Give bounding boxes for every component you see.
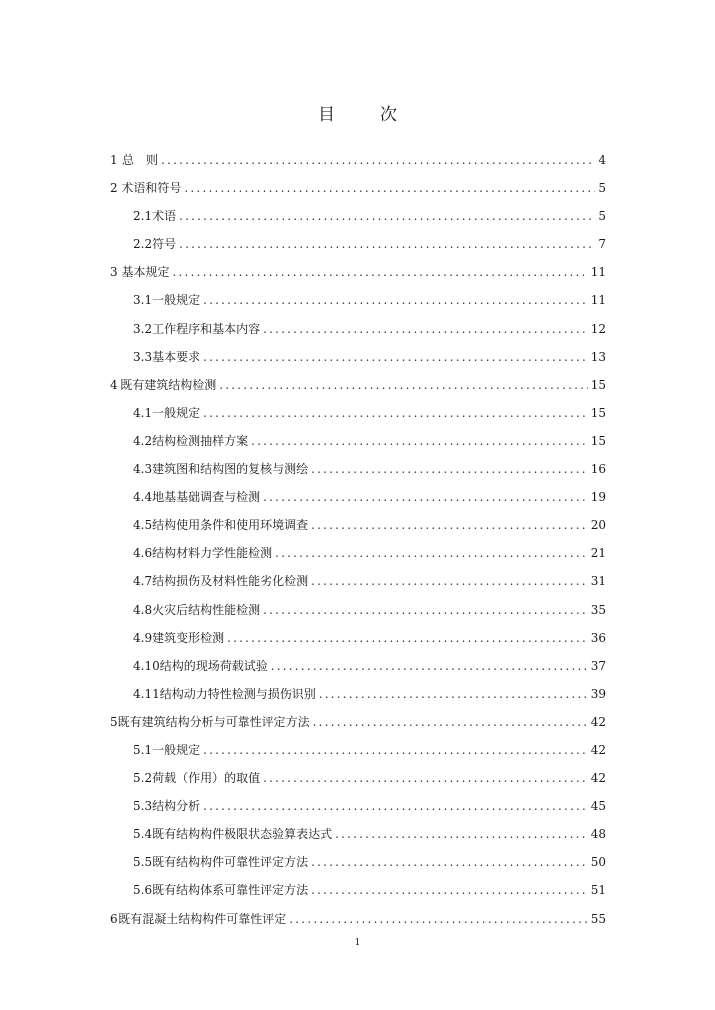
toc-entry[interactable] (110, 258, 606, 286)
toc-entry[interactable] (110, 848, 606, 876)
toc-entry[interactable] (110, 539, 606, 567)
toc-entry-page: 15 (590, 433, 606, 448)
dot-leader (203, 286, 588, 314)
toc-entry-number: 4.10 (133, 658, 160, 673)
toc-entry-page: 16 (590, 462, 606, 477)
toc-entry-title: 结构的现场荷载试验 (159, 658, 268, 673)
toc-entry-page: 7 (598, 237, 606, 252)
dot-leader (311, 567, 588, 595)
toc-entry[interactable] (110, 427, 606, 455)
toc-entry-title: 荷载（作用）的取值 (152, 771, 261, 786)
dot-leader (173, 258, 588, 286)
toc-entry-number: 4.4 (133, 490, 153, 505)
toc-entry-page: 19 (590, 490, 606, 505)
toc-entry-page: 21 (590, 546, 606, 561)
dot-leader (251, 427, 588, 455)
toc-entry-page: 13 (590, 349, 606, 364)
toc-entry-page: 35 (590, 602, 606, 617)
toc-entry-number: 4.6 (133, 546, 153, 561)
toc-entry-number: 2.2 (133, 237, 153, 252)
dot-leader (311, 848, 588, 876)
toc-entry-title: 火灾后结构性能检测 (152, 602, 261, 617)
toc-entry[interactable] (110, 315, 606, 343)
toc-entry-number: 2.1 (133, 209, 153, 224)
toc-entry-number: 4.2 (133, 433, 153, 448)
toc-entry-title: 结构分析 (152, 799, 201, 814)
toc-entry-title: 一般规定 (152, 742, 201, 757)
toc-entry[interactable] (110, 202, 606, 230)
toc-entry-page: 5 (598, 209, 606, 224)
toc-entry-page: 50 (590, 855, 606, 870)
toc-entry-page: 5 (598, 181, 606, 196)
toc-entry-title: 一般规定 (152, 405, 201, 420)
toc-entry[interactable] (110, 652, 606, 680)
toc-entry-number: 3.2 (133, 321, 153, 336)
toc-entry-number: 3 (110, 265, 118, 280)
dot-leader (203, 736, 588, 764)
toc-entry-page: 42 (590, 771, 606, 786)
toc-entry-page: 31 (590, 574, 606, 589)
toc-entry-number: 4.11 (133, 686, 160, 701)
toc-entry-number: 4.5 (133, 518, 153, 533)
toc-entry-number: 5.3 (133, 799, 153, 814)
toc-entry-title: 一般规定 (152, 293, 201, 308)
toc-entry-page: 15 (590, 405, 606, 420)
toc-entry-title: 建筑图和结构图的复核与测绘 (152, 462, 309, 477)
toc-entry-title: 结构材料力学性能检测 (152, 546, 273, 561)
toc-entry-page: 12 (590, 321, 606, 336)
toc-entry-title: 既有结构构件极限状态验算表达式 (152, 827, 333, 842)
toc-entry[interactable] (110, 567, 606, 595)
toc-entry-page: 42 (590, 714, 606, 729)
toc-entry-title: 符号 (152, 237, 177, 252)
dot-leader (161, 146, 595, 174)
toc-entry-number: 5.1 (133, 742, 153, 757)
toc-entry-title: 术语和符号 (121, 181, 182, 196)
dot-leader (335, 820, 588, 848)
toc-entry-page: 11 (590, 265, 606, 280)
dot-leader (219, 371, 587, 399)
toc-entry-page: 48 (590, 827, 606, 842)
dot-leader (271, 652, 588, 680)
toc-entry-number: 5.4 (133, 827, 153, 842)
toc-entry[interactable] (110, 736, 606, 764)
toc-entry[interactable] (110, 680, 606, 708)
toc-entry-number: 5.2 (133, 771, 153, 786)
toc-entry-page: 42 (590, 742, 606, 757)
toc-entry-number: 5 (110, 714, 118, 729)
toc-entry-page: 4 (598, 153, 606, 167)
dot-leader (203, 343, 588, 371)
toc-entry-title: 结构损伤及材料性能劣化检测 (152, 574, 309, 589)
dot-leader (263, 315, 588, 343)
dot-leader (275, 539, 588, 567)
toc-entry-title: 既有建筑结构检测 (120, 377, 217, 392)
dot-leader (227, 624, 588, 652)
dot-leader (263, 764, 588, 792)
toc-entry-number: 6 (110, 911, 118, 926)
toc-entry[interactable] (110, 820, 606, 848)
dot-leader (203, 792, 588, 820)
toc-entry-title: 既有结构体系可靠性评定方法 (152, 883, 309, 898)
toc-entry-title: 术语 (152, 209, 177, 224)
page-number: 1 (354, 938, 361, 948)
dot-leader (179, 202, 595, 230)
toc-entry-page: 20 (590, 518, 606, 533)
toc-entry[interactable] (110, 399, 606, 427)
toc-entry-page: 39 (590, 686, 606, 701)
toc-entry[interactable] (110, 792, 606, 820)
toc-entry-page: 37 (590, 658, 606, 673)
dot-leader (311, 511, 588, 539)
toc-entry[interactable] (110, 343, 606, 371)
toc-entry[interactable] (110, 455, 606, 483)
toc-entry-page: 55 (590, 911, 606, 926)
toc-entry-page: 11 (590, 293, 606, 308)
dot-leader (263, 483, 588, 511)
dot-leader (179, 230, 595, 258)
toc-entry-number: 4.8 (133, 602, 153, 617)
toc-entry-number: 2 (110, 181, 118, 196)
toc-entry[interactable] (110, 286, 606, 314)
toc-entry[interactable] (110, 230, 606, 258)
toc-entry-number: 1 (110, 153, 118, 167)
toc-entry-page: 15 (590, 377, 606, 392)
toc-entry-title: 既有结构构件可靠性评定方法 (152, 855, 309, 870)
toc-entry-title: 建筑变形检测 (152, 630, 225, 645)
toc-entry-title: 结构使用条件和使用环境调查 (152, 518, 309, 533)
dot-leader (203, 399, 588, 427)
toc-entry[interactable] (110, 371, 606, 399)
toc-entry[interactable] (110, 708, 606, 736)
toc-entry[interactable] (110, 174, 606, 202)
toc-entry-title: 既有混凝土结构构件可靠性评定 (118, 911, 287, 926)
toc-entry-number: 4.1 (133, 405, 153, 420)
toc-entry-number: 4.3 (133, 462, 153, 477)
toc-entry-title: 结构检测抽样方案 (152, 433, 249, 448)
toc-entry-title: 地基基础调查与检测 (152, 490, 261, 505)
toc-entry[interactable] (110, 596, 606, 624)
toc-entry-number: 3.1 (133, 293, 153, 308)
toc-entry[interactable] (110, 764, 606, 792)
dot-leader (311, 455, 588, 483)
toc-entry-page: 36 (590, 630, 606, 645)
toc-entry-title: 基本规定 (121, 265, 170, 280)
toc-entry-number: 4.9 (133, 630, 153, 645)
toc-entry-title: 基本要求 (152, 349, 201, 364)
dot-leader (263, 596, 588, 624)
dot-leader (289, 905, 587, 933)
toc-entry[interactable] (110, 483, 606, 511)
toc-entry-title: 结构动力特性检测与损伤识别 (159, 686, 316, 701)
toc-entry-number: 3.3 (133, 349, 153, 364)
toc-entry[interactable] (110, 876, 606, 904)
dot-leader (311, 876, 588, 904)
toc-entry-number: 5.5 (133, 855, 153, 870)
toc-entry-page: 45 (590, 799, 606, 814)
toc-entry-number: 4.7 (133, 574, 153, 589)
page-title: 目 次 (318, 105, 411, 125)
dot-leader (319, 680, 588, 708)
toc-entry-number: 4 (110, 377, 118, 392)
toc-entry-page: 51 (590, 883, 606, 898)
toc-entry-title: 既有建筑结构分析与可靠性评定方法 (117, 714, 310, 729)
table-of-contents (110, 146, 606, 933)
dot-leader (313, 708, 588, 736)
toc-entry[interactable] (110, 905, 606, 933)
toc-entry[interactable] (110, 511, 606, 539)
toc-entry-title: 总 则 (122, 153, 159, 167)
dot-leader (184, 174, 595, 202)
toc-entry[interactable] (110, 146, 606, 174)
toc-entry[interactable] (110, 624, 606, 652)
toc-entry-number: 5.6 (133, 883, 153, 898)
toc-entry-title: 工作程序和基本内容 (152, 321, 261, 336)
